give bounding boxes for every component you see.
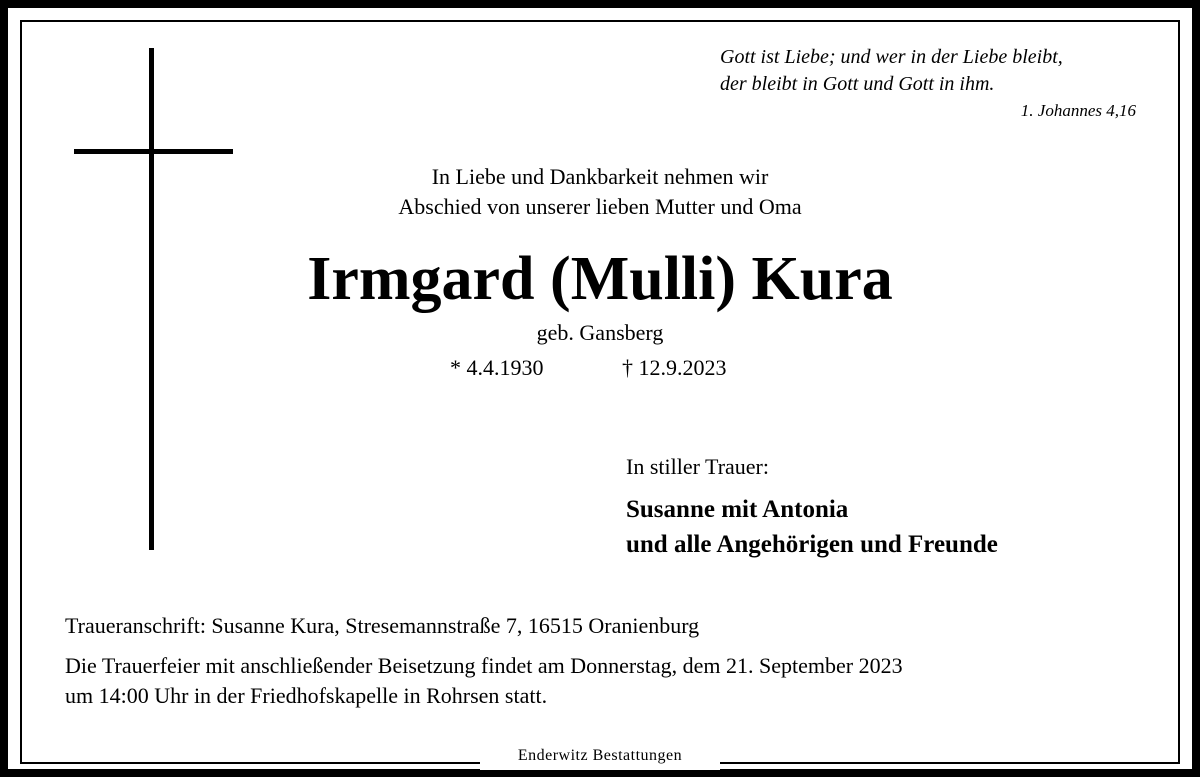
- intro-line-1: In Liebe und Dankbarkeit nehmen wir: [431, 164, 769, 189]
- intro-text: [300, 162, 900, 222]
- mourning-label: In stiller Trauer:: [626, 454, 769, 479]
- mourner-line: und alle Angehörigen und Freunde: [626, 531, 998, 558]
- deceased-name: Irmgard (Mulli) Kura: [307, 245, 893, 313]
- verse-line-1: Gott ist Liebe; und wer in der Liebe bleibt,: [720, 46, 1063, 68]
- intro-line-2: Abschied von unserer lieben Mutter und Oma: [398, 194, 802, 219]
- birth-date: * 4.4.1930: [450, 355, 544, 380]
- verse-reference: 1. Johannes 4,16: [1020, 101, 1136, 120]
- ceremony-info: [65, 651, 1145, 711]
- mourner-line: Susanne mit Antonia: [626, 496, 849, 523]
- cross-vertical-beam: [149, 48, 154, 550]
- verse-line-2: der bleibt in Gott und Gott in ihm.: [720, 73, 995, 95]
- death-date: † 12.9.2023: [622, 355, 727, 380]
- bible-verse: [720, 44, 1140, 98]
- ceremony-line-1: Die Trauerfeier mit anschließender Beisetzung findet am Donnerstag, dem 21. September 2023: [65, 653, 903, 678]
- birth-name: geb. Gansberg: [536, 320, 664, 345]
- funeral-home-credit: Enderwitz Bestattungen: [480, 744, 720, 770]
- mourners-list: [626, 492, 998, 562]
- ceremony-line-2: um 14:00 Uhr in der Friedhofskapelle in Rohrsen statt.: [65, 683, 548, 708]
- mourning-address: Traueranschrift: Susanne Kura, Stresemannstraße 7, 16515 Oranienburg: [65, 613, 700, 638]
- cross-horizontal-beam: [74, 149, 233, 154]
